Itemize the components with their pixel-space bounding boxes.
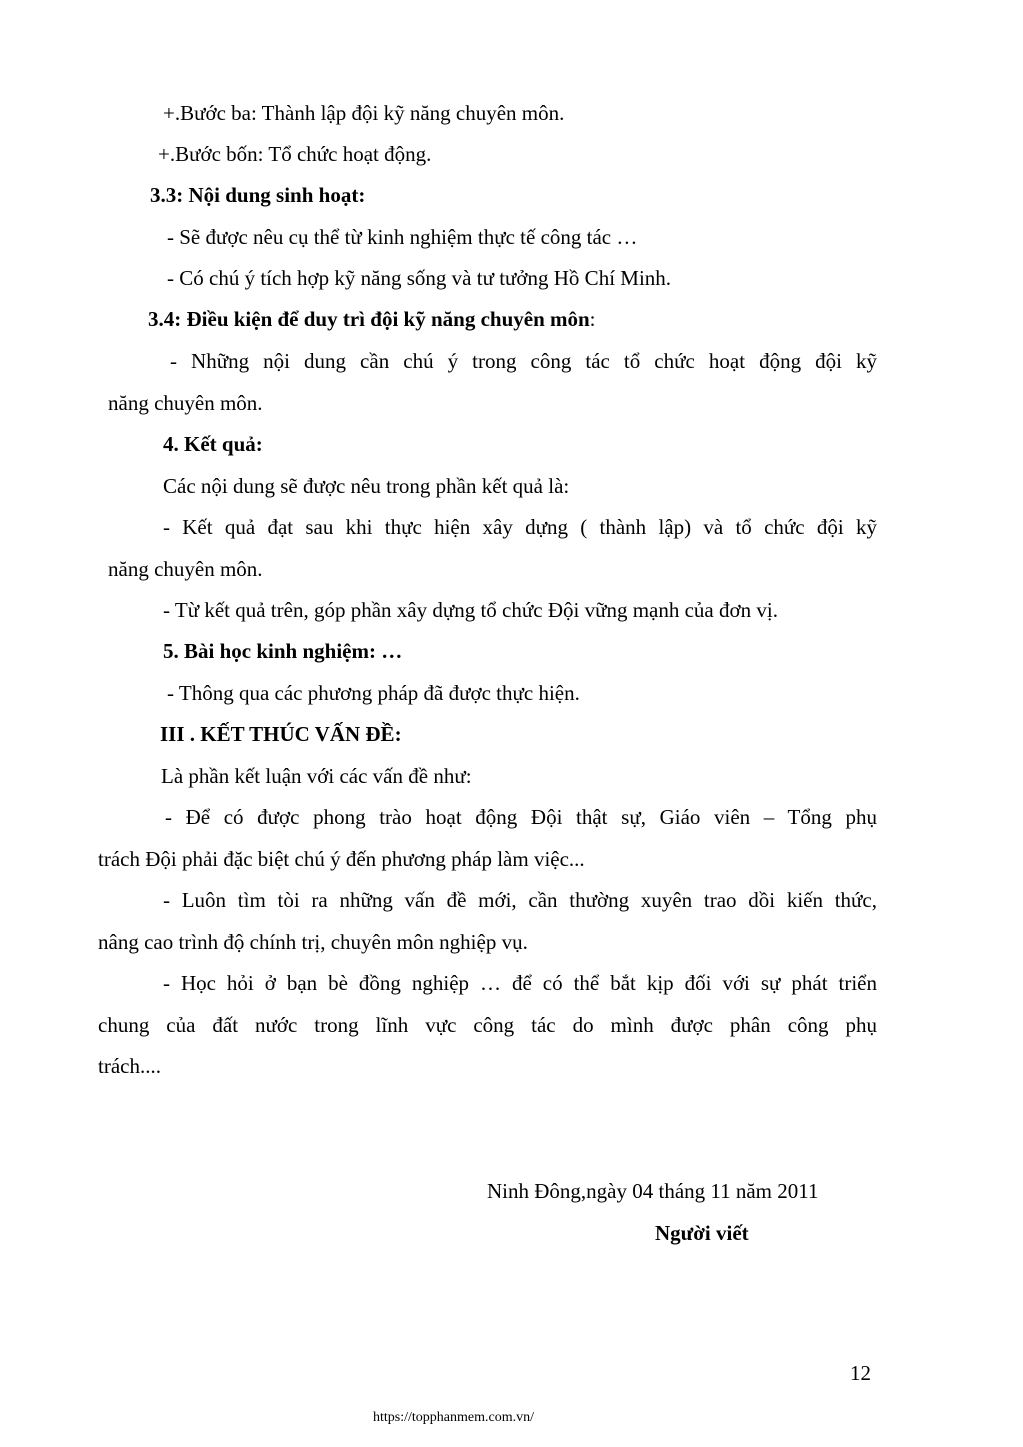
page-number: 12 [850, 1361, 871, 1385]
author-label: Người viết [655, 1221, 749, 1245]
section-5-heading: 5. Bài học kinh nghiệm: … [163, 639, 403, 663]
section-III-bullet-3-line-2: chung của đất nước trong lĩnh vực công tác do mình được phân công phụ [98, 1013, 877, 1037]
section-3-4-heading-text: 3.4: Điều kiện để duy trì đội kỹ năng chuyên môn [148, 307, 590, 331]
section-3-4-bullet-1-line-1: - Những nội dung cần chú ý trong công tác tổ chức hoạt động đội kỹ [170, 349, 877, 373]
section-3-3-bullet-1: - Sẽ được nêu cụ thể từ kinh nghiệm thực tế công tác … [167, 225, 638, 249]
section-III-intro: Là phần kết luận với các vấn đề như: [161, 764, 472, 788]
section-5-bullet-1: - Thông qua các phương pháp đã được thực hiện. [167, 681, 580, 705]
section-3-3-bullet-2: - Có chú ý tích hợp kỹ năng sống và tư tưởng Hồ Chí Minh. [167, 266, 672, 290]
step-four-item: +.Bước bốn: Tổ chức hoạt động. [158, 142, 432, 166]
section-III-bullet-3-line-3: trách.... [98, 1054, 161, 1078]
place-date: Ninh Đông,ngày 04 tháng 11 năm 2011 [487, 1179, 819, 1203]
section-III-bullet-1-line-2: trách Đội phải đặc biệt chú ý đến phương pháp làm việc... [98, 847, 585, 871]
section-3-4-heading [148, 306, 596, 332]
section-III-heading: III . KẾT THÚC VẤN ĐỀ: [160, 722, 402, 746]
section-4-bullet-1-line-1: - Kết quả đạt sau khi thực hiện xây dựng ( thành lập) và tổ chức đội kỹ [163, 515, 877, 539]
section-III-bullet-2-line-2: nâng cao trình độ chính trị, chuyên môn nghiệp vụ. [98, 930, 528, 954]
section-III-bullet-2-line-1: - Luôn tìm tòi ra những vấn đề mới, cần thường xuyên trao dồi kiến thức, [163, 888, 877, 912]
section-4-bullet-2: - Từ kết quả trên, góp phần xây dựng tổ chức Đội vững mạnh của đơn vị. [163, 598, 778, 622]
step-three-item: +.Bước ba: Thành lập đội kỹ năng chuyên môn. [163, 101, 565, 125]
section-III-bullet-1-line-1: - Để có được phong trào hoạt động Đội thật sự, Giáo viên – Tổng phụ [165, 805, 877, 829]
section-4-intro: Các nội dung sẽ được nêu trong phần kết quả là: [163, 474, 570, 498]
section-3-4-bullet-1-line-2: năng chuyên môn. [108, 391, 263, 415]
section-4-heading: 4. Kết quả: [163, 432, 263, 456]
section-III-bullet-3-line-1: - Học hỏi ở bạn bè đồng nghiệp … để có thể bắt kịp đối với sự phát triển [163, 971, 877, 995]
section-3-4-heading-colon: : [589, 307, 596, 331]
footer-url: https://topphanmem.com.vn/ [373, 1410, 534, 1425]
section-4-bullet-1-line-2: năng chuyên môn. [108, 557, 263, 581]
section-3-3-heading: 3.3: Nội dung sinh hoạt: [150, 183, 366, 207]
